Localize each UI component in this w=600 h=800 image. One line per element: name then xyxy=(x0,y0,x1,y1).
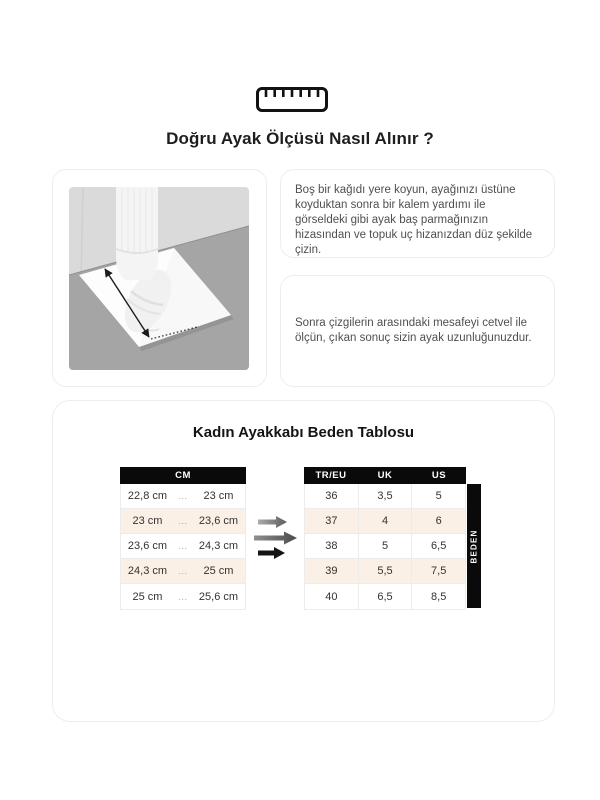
size-value: 36 xyxy=(305,484,359,508)
size-value: 5,5 xyxy=(359,559,413,583)
range-separator: ... xyxy=(178,591,188,602)
table-row xyxy=(305,534,465,559)
table-row xyxy=(121,484,245,509)
eu-column-header: US xyxy=(431,470,447,481)
measurement-photo-card xyxy=(52,169,267,387)
ruler-icon xyxy=(256,87,328,112)
cm-to-value: 25 cm xyxy=(203,565,234,577)
size-value: 4 xyxy=(359,509,413,533)
size-value: 40 xyxy=(305,584,359,609)
cm-from-value: 23,6 cm xyxy=(127,540,168,552)
foot-measurement-photo xyxy=(69,187,249,370)
cm-to-value: 23 cm xyxy=(203,490,234,502)
size-value: 38 xyxy=(305,534,359,558)
size-value: 6 xyxy=(435,515,442,527)
range-separator: ... xyxy=(178,491,188,501)
cm-table-body xyxy=(120,484,246,610)
cm-from-value: 23 cm xyxy=(132,515,163,527)
cm-to-value: 23,6 cm xyxy=(198,515,239,527)
instruction-step1: Boş bir kağıdı yere koyun, ayağınızı üstüne koyduktan sonra bir kalem yardımı ile görseldeki gibi ayak baş parmağınızın hizasından ve topuk uç hizanızdan düz şekilde çizin. xyxy=(295,184,533,256)
cm-from-value: 24,3 cm xyxy=(127,565,168,577)
table-row xyxy=(121,584,245,609)
size-value: 5 xyxy=(359,534,413,558)
size-value: 6,5 xyxy=(359,584,413,609)
cm-table-header: CM xyxy=(120,467,246,484)
size-table-panel xyxy=(52,400,555,722)
size-value: 3,5 xyxy=(359,484,413,508)
eu-table-header xyxy=(304,467,466,484)
eu-column-header: UK xyxy=(377,470,393,481)
right-arrow-icon xyxy=(254,511,302,561)
table-row xyxy=(121,534,245,559)
eu-column-header: TR/EU xyxy=(315,470,347,481)
cm-from-value: 25 cm xyxy=(132,590,163,603)
cm-from-value: 22,8 cm xyxy=(127,490,168,502)
size-value: 6,5 xyxy=(431,540,447,552)
instruction-card-2 xyxy=(280,275,555,387)
cm-to-value: 25,6 cm xyxy=(198,590,239,603)
range-separator: ... xyxy=(178,541,188,551)
range-separator: ... xyxy=(178,516,188,526)
size-value: 7,5 xyxy=(431,565,447,577)
table-row xyxy=(121,559,245,584)
size-value: 37 xyxy=(305,509,359,533)
size-table-title: Kadın Ayakkabı Beden Tablosu xyxy=(192,424,415,441)
table-row xyxy=(121,509,245,534)
beden-side-label: BEDEN xyxy=(467,484,481,608)
table-row xyxy=(305,584,465,609)
table-row xyxy=(305,559,465,584)
page-title: Doğru Ayak Ölçüsü Nasıl Alınır ? xyxy=(166,129,434,148)
cm-to-value: 24,3 cm xyxy=(198,540,239,552)
range-separator: ... xyxy=(178,566,188,576)
eu-table xyxy=(304,467,466,610)
size-value: 5 xyxy=(435,490,442,502)
table-row xyxy=(305,484,465,509)
eu-table-body xyxy=(304,484,466,610)
size-value: 39 xyxy=(305,559,359,583)
size-value: 8,5 xyxy=(431,590,447,603)
instruction-step2: Sonra çizgilerin arasındaki mesafeyi cetvel ile ölçün, çıkan sonuç sizin ayak uzunluğunuzdur. xyxy=(295,317,532,344)
cm-table xyxy=(120,467,246,610)
table-row xyxy=(305,509,465,534)
instruction-card-1 xyxy=(280,169,555,258)
